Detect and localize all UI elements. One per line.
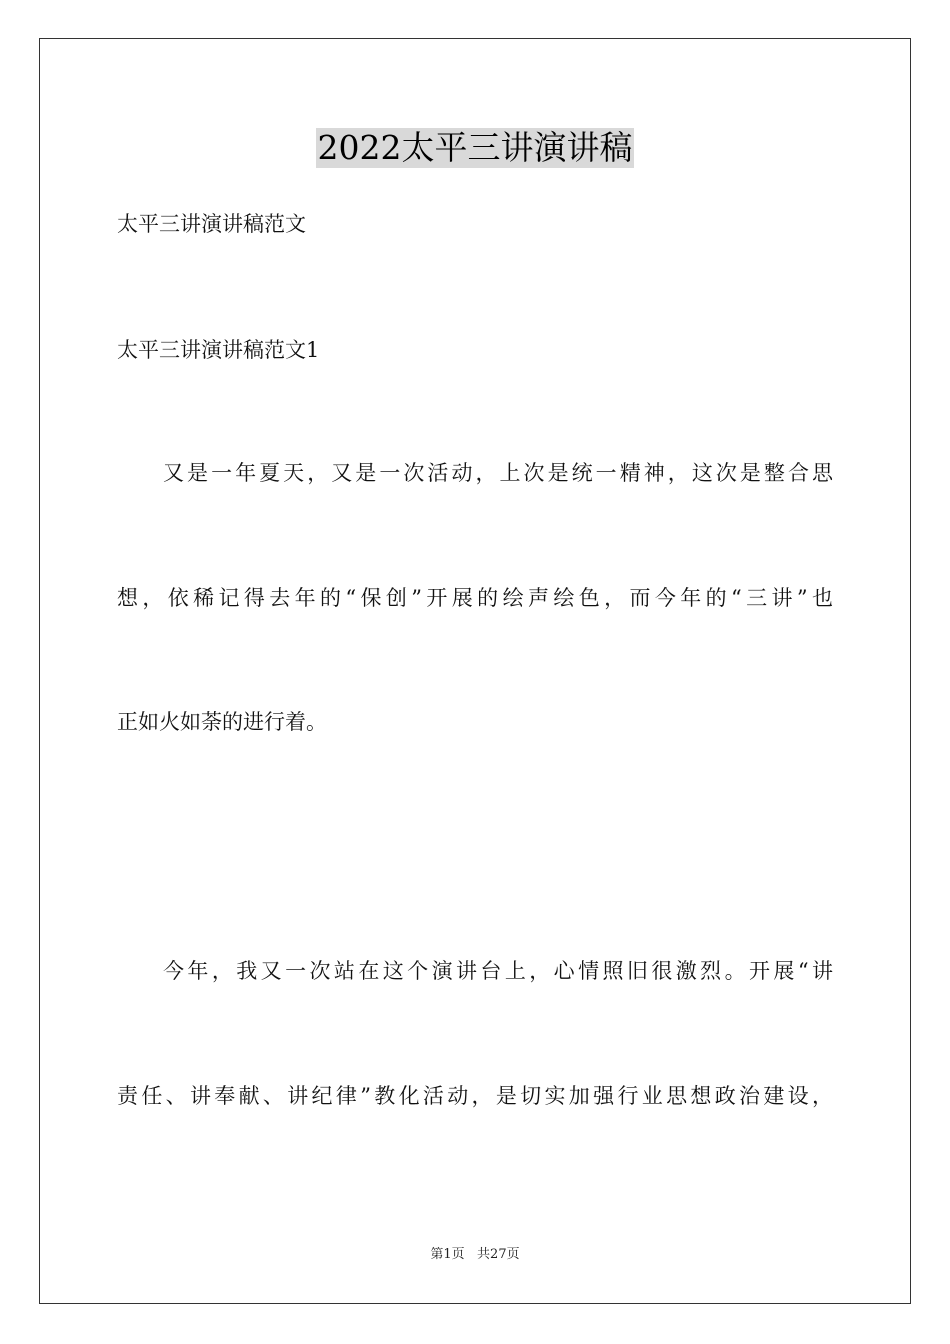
paragraph-2-line-2: 责任、讲奉献、讲纪律”教化活动，是切实加强行业思想政治建设， [117,1084,833,1108]
paragraph-1-line-2: 想，依稀记得去年的“保创”开展的绘声绘色，而今年的“三讲”也 [117,586,833,610]
paragraph-1-line-1: 又是一年夏天，又是一次活动，上次是统一精神，这次是整合思 [163,461,833,485]
section-heading: 太平三讲演讲稿范文1 [117,338,320,362]
document-title: 2022太平三讲演讲稿 [317,128,633,167]
paragraph-2-line-1: 今年，我又一次站在这个演讲台上，心情照旧很激烈。开展“讲 [163,959,833,983]
subtitle: 太平三讲演讲稿范文 [117,212,306,236]
title-container [0,128,950,168]
page-footer: 第1页 共27页 [430,1247,520,1262]
paragraph-1-line-3: 正如火如荼的进行着。 [117,710,327,734]
